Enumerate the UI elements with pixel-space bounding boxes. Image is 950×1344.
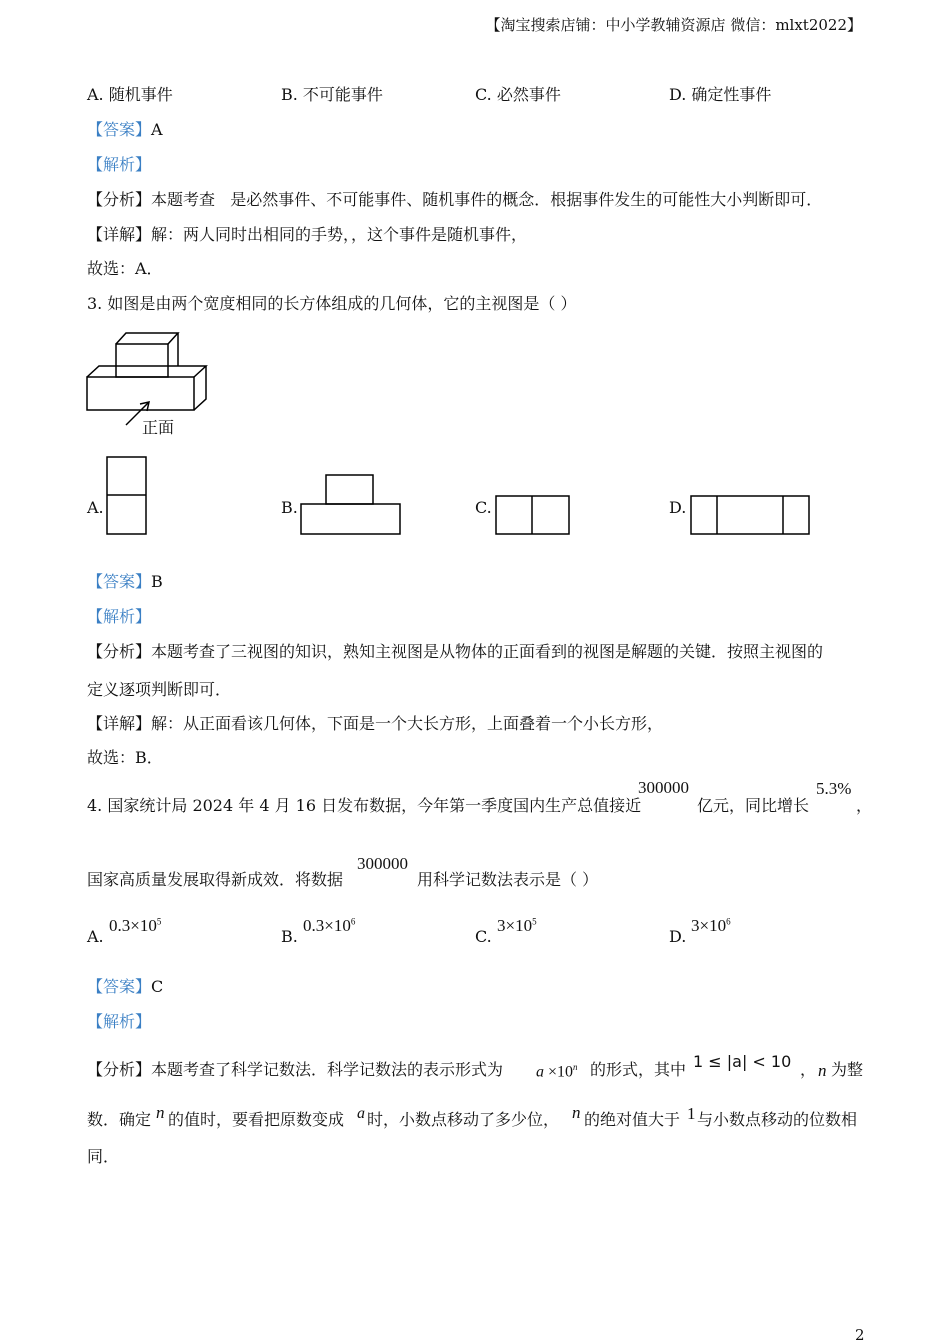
answer-value: B <box>151 572 163 591</box>
q4-option-a-value: $0.3\times 10^5$ <box>109 916 162 935</box>
q4-stem-line1: 4. 国家统计局 2024 年 4 月 16 日发布数据，今年第一季度国内生产总值接近 <box>87 796 642 815</box>
q4-line2-d: 的绝对值大于 <box>584 1110 681 1129</box>
q4-option-c-value: $3\times 10^5$ <box>497 916 537 935</box>
q4-option-a-letter: A. <box>87 927 104 946</box>
answer-tag: 【答案】 <box>87 572 152 591</box>
var-n: n <box>818 1061 827 1080</box>
page-header: 【淘宝搜索店铺：中小学教辅资源店 微信：mlxt2022】 <box>485 16 862 34</box>
q3-fenxi <box>87 639 823 662</box>
answer-value: C <box>151 977 164 996</box>
q3-option-c-figure <box>495 495 571 536</box>
q4-option-c-letter: C. <box>475 927 492 946</box>
xiangjie-tag: 【详解】 <box>87 225 152 244</box>
q4-number: 300000 <box>638 778 689 797</box>
page-number: 2 <box>855 1326 865 1344</box>
fenxi-tag: 【分析】 <box>87 1060 152 1079</box>
xiangjie-text: 解：两人同时出相同的手势，，这个事件是随机事件， <box>151 225 528 244</box>
q2-option-b: B. 不可能事件 <box>281 85 383 104</box>
q3-answer <box>87 569 163 592</box>
q3-stem: 3. 如图是由两个宽度相同的长方体组成的几何体，它的主视图是（ ） <box>87 294 577 313</box>
fenxi-text: 本题考查 是必然事件、不可能事件、随机事件的概念．根据事件发生的可能性大小判断即可． <box>151 190 823 209</box>
one-value: 1 <box>687 1104 696 1123</box>
q4-line2-e: 与小数点移动的位数相 <box>697 1110 858 1129</box>
q2-option-a: A. 随机事件 <box>87 85 173 104</box>
q2-answer <box>87 117 163 140</box>
q3-xiangjie <box>87 711 663 734</box>
q4-option-d-value: $3\times 10^6$ <box>691 916 731 935</box>
q3-option-c-letter: C. <box>475 498 492 517</box>
fenxi-tag: 【分析】 <box>87 190 152 209</box>
q2-xiangjie <box>87 222 527 245</box>
q3-option-b-letter: B. <box>281 498 298 517</box>
q4-comma: ， <box>856 796 873 815</box>
q2-fenxi <box>87 187 822 210</box>
q4-fenxi-comma: ， <box>800 1060 817 1079</box>
q4-line2-a: 数．确定 <box>87 1110 152 1129</box>
q3-option-d-figure <box>690 495 812 536</box>
q4-fenxi-end: 为整 <box>831 1060 864 1079</box>
var-n-3: n <box>572 1103 581 1122</box>
q3-option-a-figure <box>106 456 148 536</box>
front-label: 正面 <box>142 418 175 437</box>
q4-stem-part2: 亿元，同比增长 <box>697 796 810 815</box>
sci-notation-form: $a \times 10^n$ <box>536 1062 578 1081</box>
q3-analysis-tag: 【解析】 <box>87 607 152 626</box>
answer-value: A <box>151 120 163 139</box>
q4-fenxi-part2: 的形式，其中 <box>590 1060 687 1079</box>
q4-analysis-tag: 【解析】 <box>87 1012 152 1031</box>
q4-percent: 5.3% <box>816 779 852 798</box>
xiangjie-tag: 【详解】 <box>87 714 152 733</box>
q4-line2-c: 时，小数点移动了多少位， <box>367 1110 560 1129</box>
q4-option-d-letter: D. <box>669 927 687 946</box>
q4-number-2: 300000 <box>357 854 408 873</box>
var-n-2: n <box>156 1103 165 1122</box>
q2-option-c: C. 必然事件 <box>475 85 561 104</box>
xiangjie-text: 解：从正面看该几何体，下面是一个大长方形，上面叠着一个小长方形， <box>151 714 664 733</box>
q4-stem-line2: 国家高质量发展取得新成效．将数据 <box>87 870 344 889</box>
q4-stem-line2-end: 用科学记数法表示是（ ） <box>417 870 599 889</box>
q2-option-d: D. 确定性事件 <box>669 85 772 104</box>
q3-fenxi-line2: 定义逐项判断即可． <box>87 680 232 699</box>
fenxi-text: 本题考查了科学记数法．科学记数法的表示形式为 <box>151 1060 504 1079</box>
q4-fenxi-line1 <box>87 1057 503 1080</box>
q4-option-b-letter: B. <box>281 927 298 946</box>
condition-expression: 1 ≤ |a| < 10 <box>693 1052 792 1071</box>
q3-option-d-letter: D. <box>669 498 687 517</box>
q2-choose: 故选：A． <box>87 259 163 278</box>
fenxi-text: 本题考查了三视图的知识，熟知主视图是从物体的正面看到的视图是解题的关键．按照主视图的 <box>151 642 824 661</box>
q3-option-a-letter: A. <box>87 498 104 517</box>
answer-tag: 【答案】 <box>87 120 152 139</box>
q4-line3: 同． <box>87 1147 120 1166</box>
q3-option-b-figure <box>300 474 402 536</box>
fenxi-tag: 【分析】 <box>87 642 152 661</box>
q4-option-b-value: $0.3\times 10^6$ <box>303 916 356 935</box>
q2-analysis-tag: 【解析】 <box>87 155 152 174</box>
q3-choose: 故选：B． <box>87 748 163 767</box>
var-a: a <box>357 1105 365 1122</box>
q4-line2-b: 的值时，要看把原数变成 <box>168 1110 345 1129</box>
answer-tag: 【答案】 <box>87 977 152 996</box>
q4-answer <box>87 974 163 997</box>
